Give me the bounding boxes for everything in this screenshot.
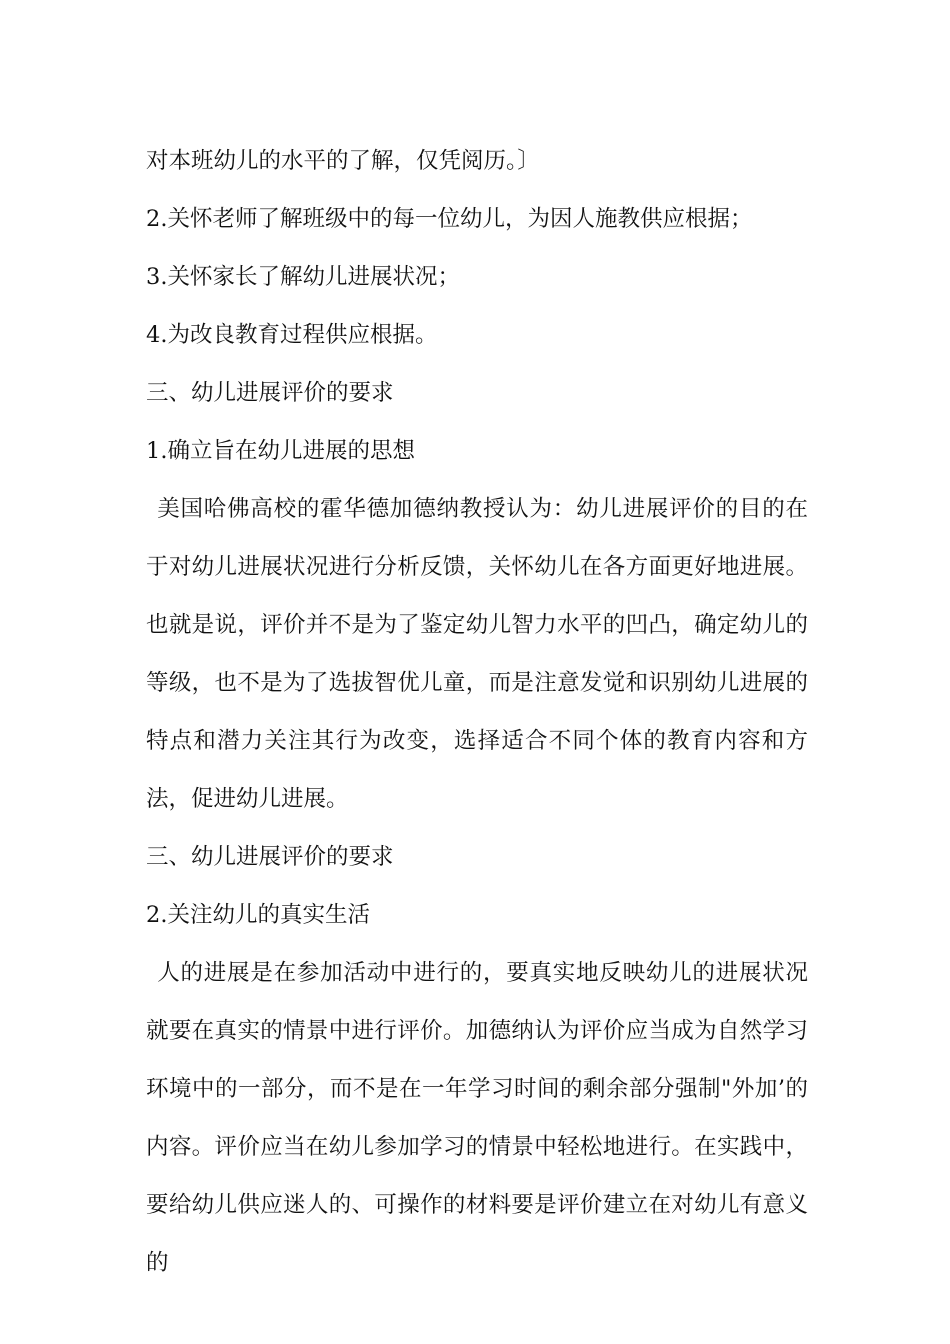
paragraph-body-2: 人的进展是在参加活动中进行的，要真实地反映幼儿的进展状况就要在真实的情景中进行评价。加德纳认为评价应当成为自然学习环境中的一部分，而不是在一年学习时间的剩余部分强制"外加’的内容。评价应当在幼儿参加学习的情景中轻松地进行。在实践中，要给幼儿供应迷人的、可操作的材料要是评价建立在对幼儿有意义的 — [146, 960, 808, 1276]
list-item-4: 4.为改良教育过程供应根据。 — [146, 322, 438, 348]
section-heading-repeat: 三、幼儿进展评价的要求 — [146, 844, 394, 870]
list-item-2: 2.关怀老师了解班级中的每一位幼儿，为因人施教供应根据； — [146, 206, 753, 232]
section-heading: 三、幼儿进展评价的要求 — [146, 380, 394, 406]
subheading-1: 1.确立旨在幼儿进展的思想 — [146, 438, 415, 464]
paragraph-body-1: 美国哈佛高校的霍华德加德纳教授认为：幼儿进展评价的目的在于对幼儿进展状况进行分析反馈，关怀幼儿在各方面更好地进展。也就是说，评价并不是为了鉴定幼儿智力水平的凹凸，确定幼儿的等级，也不是为了选拔智优儿童，而是注意发觉和识别幼儿进展的特点和潜力关注其行为改变，选择适合不同个体的教育内容和方法，促进幼儿进展。 — [146, 496, 808, 812]
list-item-3: 3.关怀家长了解幼儿进展状况； — [146, 264, 460, 290]
subheading-2: 2.关注幼儿的真实生活 — [146, 902, 370, 928]
document-body — [146, 132, 808, 1292]
paragraph-continuation: 对本班幼儿的水平的了解，仅凭阅历。〕 — [146, 148, 540, 174]
